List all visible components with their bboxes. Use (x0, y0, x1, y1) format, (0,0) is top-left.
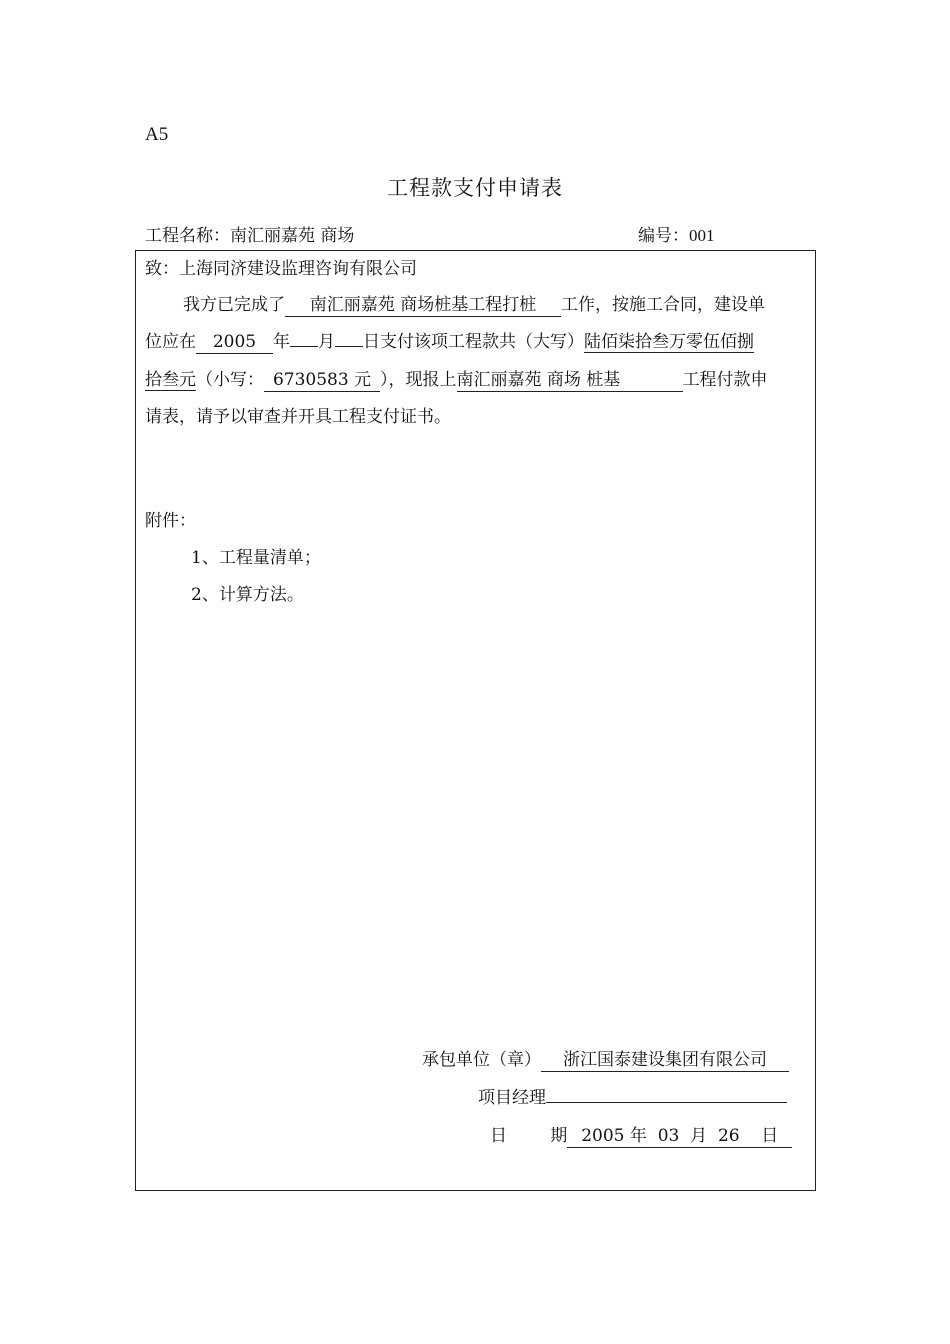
project-name-row (145, 221, 354, 246)
attachment-item: 1、工程量清单； (191, 548, 321, 568)
document-title: 工程款支付申请表 (387, 176, 563, 200)
amount-uppercase-field-1: 陆佰柒拾叁万零伍佰捌 (584, 332, 754, 352)
p2-text-a: 位应在 (145, 332, 196, 352)
to-label: 致： (145, 259, 179, 279)
date-row (490, 1121, 792, 1148)
p2-text-b: 日支付该项工程款共（大写） (363, 332, 584, 352)
submitted-project-field: 南汇丽嘉苑 商场 桩基 (457, 369, 683, 392)
paragraph-line-2 (145, 327, 754, 354)
p3-text-b: ），现报上 (380, 370, 457, 390)
amount-uppercase-field-2: 拾叁元 (145, 370, 196, 390)
attachment-item: 2、计算方法。 (191, 585, 304, 605)
date-field: 2005 年 03 月 26 日 (567, 1125, 792, 1148)
paragraph-line-3 (145, 365, 768, 392)
p3-text-a: （小写： (196, 370, 264, 390)
serial-label: 编号： (638, 226, 689, 246)
manager-signature-field (546, 1102, 787, 1103)
amount-lowercase-field: 6730583 元 (264, 369, 380, 392)
p1-text-a: 我方已完成了 (183, 295, 285, 315)
project-label: 工程名称： (145, 226, 230, 246)
payment-day-field (335, 346, 363, 347)
payment-month-field (290, 346, 318, 347)
month-unit: 月 (318, 332, 335, 352)
p1-text-b: 工作，按施工合同，建设单 (561, 295, 765, 315)
manager-label: 项目经理 (478, 1088, 546, 1108)
to-company: 上海同济建设监理咨询有限公司 (179, 259, 417, 279)
addressee-line (145, 254, 417, 279)
contractor-name-field: 浙江国泰建设集团有限公司 (541, 1049, 789, 1072)
serial-number: 001 (689, 226, 715, 245)
contractor-row (422, 1045, 789, 1072)
project-manager-row (478, 1083, 787, 1108)
attachments-label: 附件： (145, 511, 196, 531)
p3-text-c: 工程付款申 (682, 370, 768, 390)
serial-number-row (638, 221, 715, 246)
form-code: A5 (145, 124, 169, 145)
paragraph-line-4: 请表，请予以审查并开具工程支付证书。 (145, 407, 451, 427)
project-name: 南汇丽嘉苑 商场 (230, 226, 355, 246)
year-unit: 年 (273, 332, 290, 352)
completed-work-field: 南汇丽嘉苑 商场桩基工程打桩 (285, 294, 561, 317)
contractor-label: 承包单位（章） (422, 1050, 541, 1070)
payment-year-field: 2005 (196, 331, 273, 354)
date-label: 日 期 (490, 1126, 568, 1146)
paragraph-line-1 (183, 290, 765, 317)
